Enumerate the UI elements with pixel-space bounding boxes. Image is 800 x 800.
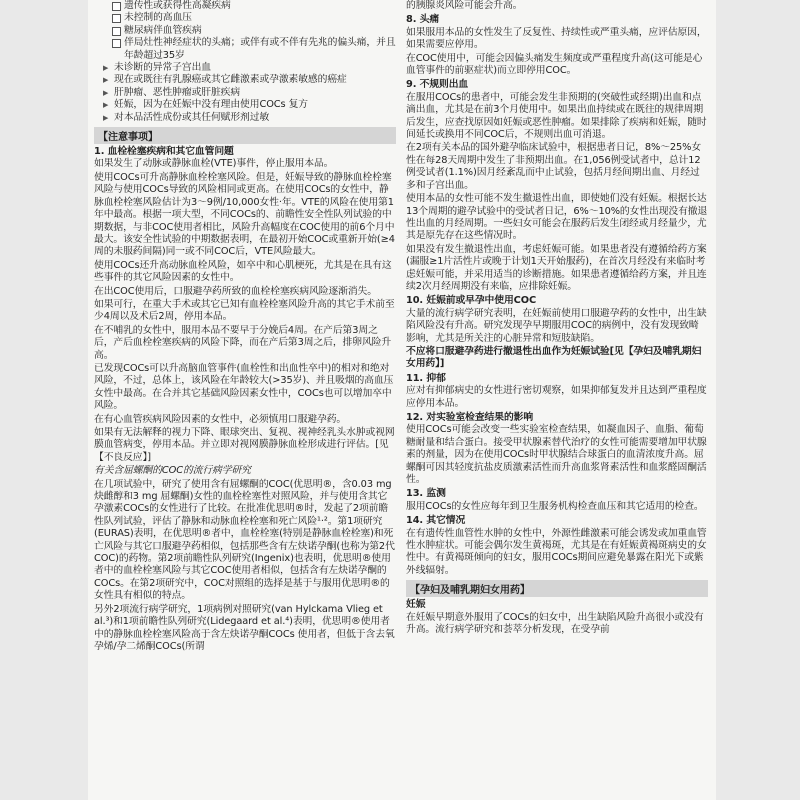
paragraph: 在出COC使用后，口服避孕药所致的血栓栓塞疾病风险逐渐消失。 (94, 285, 377, 297)
contraindication-sublist (94, 0, 396, 62)
paragraph: 已发现COCs可以升高脑血管事件(血栓性和出血性卒中)的相对和绝对风险，不过，总体上，该风险在年龄较大(>35岁)、并且吸烟的高血压女性中最高。在合并其它基础风险因素女性中，COCs也可以增加卒中风险。 (94, 362, 394, 412)
list-item: ▶ 肝肿瘤、恶性肿瘤或肝脏疾病 (104, 87, 396, 99)
paragraph: 使用COCs还升高动脉血栓风险，如卒中和心肌梗死，尤其是在具有这些事件的其它风险因素的女性中。 (94, 259, 392, 284)
paragraph: 不应将口服避孕药进行撤退性出血作为妊娠试验[见【孕妇及哺乳期妇女用药】] (406, 345, 702, 370)
paragraph: 如果没有发生撤退性出血，考虑妊娠可能。如果患者没有遵循给药方案(漏服≥1片活性片或晚于计划1天开始服药)，在首次月经没有来临时考虑妊娠可能，并采用适当的诊断措施。如果患者遵循给药方案，并且连续2次月经周期没有来临，应排除妊娠。 (406, 243, 707, 292)
subsection-heading: 11. 抑郁 (406, 372, 446, 384)
paragraph: 在COC使用中，可能会因偏头痛发生频度或严重程度升高(这可能是心血管事件的前驱症状)而立即停用COC。 (406, 52, 703, 77)
list-item: 糖尿病伴血管疾病 (112, 25, 396, 37)
list-item: 未控制的高血压 (112, 12, 396, 24)
subsection-heading: 14. 其它情况 (406, 515, 466, 527)
paragraph: 在2项有关本品的国外避孕临床试验中，根据患者日记，8%～25%女性在每28天周期中发生了非预期出血。在1,056例受试者中，总计12例受试者(1.1%)因月经紊乱而中止试验，包括月经间期出血、月经过多和子宫出血。 (406, 142, 702, 191)
paragraph: 应对有抑郁病史的女性进行密切观察，如果抑郁复发并且达到严重程度应停用本品。 (406, 385, 707, 409)
subsection-heading: 1. 血栓栓塞疾病和其它血管问题 (94, 146, 234, 158)
paragraph: 大量的流行病学研究表明，在妊娠前使用口服避孕药的女性中，出生缺陷风险没有升高。研究发现孕早期服用COC的病例中，没有发现致畸影响，尤其是所关注的心脏异常和短肢缺陷。 (406, 307, 707, 344)
paragraph: 的胰腺炎风险可能会升高。 (406, 0, 523, 11)
list-item: ▶ 对本品活性成份或其任何赋形剂过敏 (104, 112, 396, 124)
document-page (88, 0, 716, 800)
paragraph: 使用COCs可能会改变一些实验室检查结果，如凝血因子、血脂、葡萄糖耐量和结合蛋白。接受甲状腺素替代治疗的女性可能需要增加甲状腺素的剂量，因为在使用COCs时甲状腺结合球蛋白的血清浓度升高。屈螺酮可因其轻度抗盐皮质激素活性而升高血浆肾素活性和血浆醛固酮活性。 (406, 424, 707, 486)
paragraph: 如果服用本品的女性发生了反复性、持续性或严重头痛，应评估原因，如果需要应停用。 (406, 26, 707, 51)
paragraph: 使用本品的女性可能不发生撤退性出血，即使她们没有妊娠。根据长达13个周期的避孕试验中的受试者日记，6%～10%的女性出现没有撤退性出血的月经周期。一些妇女可能会在服药后发生闭经或月经量少，尤其是原先存在这些情况时。 (406, 193, 708, 242)
paragraph: 在服用COCs的患者中，可能会发生非预期的(突破性或经期)出血和点滴出血，尤其是在前3个月使用中。如果出血持续或在既往的规律周期后发生，应查找原因如妊娠或恶性肿瘤。如果排除了疾病和妊娠，随时间延长或换用不同COC后，不规则出血可消退。 (406, 91, 707, 141)
paragraph: 在妊娠早期意外服用了COCs的妇女中，出生缺陷风险升高很小或没有升高。流行病学研究和荟萃分析发现，在受孕前 (406, 611, 704, 636)
paragraph: 在有心血管疾病风险因素的女性中，必须慎用口服避孕药。 (94, 413, 347, 425)
subsection-heading: 13. 监测 (406, 488, 446, 500)
paragraph: 在几项试验中，研究了使用含有屈螺酮的COC(优思明®，含0.03 mg 炔雌醇和3 mg 屈螺酮)女性的血栓栓塞性对照风险，并与使用含其它孕激素COCs的女性进行了比较。在批准优思明®时，发起了2项前瞻性队列试验，评估了静脉和动脉血栓栓塞和死亡风险¹·²。第1项研究(EURAS)表明，在优思明®者中，血栓栓塞(特别是静脉血栓栓塞)和死亡风险与其它口服避孕药相似，包括那些含有左炔诺孕酮(也称为第2代COC)的药物。第2项前瞻性队列研究(Ingenix)也表明，优思明®使用者中的血栓栓塞风险与其它COC使用者相似，包括含有左炔诺孕酮的COCs。在第2项研究中，COC对照组的选择是基于与服用优思明®的女性具有相似的特点。 (94, 478, 395, 602)
subsection-heading: 8. 头痛 (406, 14, 440, 26)
paragraph: 如果有无法解释的视力下降、眼球突出、复视、视神经乳头水肿或视网膜血管病变，停用本品。并立即对视网膜静脉血栓形成进行评估。[见【不良反应】] (94, 427, 395, 463)
section-title-pregnancy: 【孕妇及哺乳期妇女用药】 (406, 580, 708, 597)
list-item: ▶ 未诊断的异常子宫出血 (104, 62, 396, 74)
paragraph: 在不哺乳的女性中，服用本品不要早于分娩后4周。在产后第3周之后，产后血栓栓塞疾病的风险下降，而在产后第3周之后，排卵风险升高。 (94, 324, 392, 361)
list-item: ▶ 现在或既往有乳腺癌或其它雌激素或孕激素敏感的癌症 (104, 74, 396, 86)
paragraph: 服用COCs的女性应每年到卫生服务机构检查血压和其它适用的检查。 (406, 500, 704, 512)
list-item: 遗传性或获得性高凝疾病 (112, 0, 396, 12)
subsection-heading: 妊娠 (406, 599, 426, 611)
left-column (94, 0, 396, 800)
paragraph: 使用COCs可升高静脉血栓栓塞风险。但是，妊娠导致的静脉血栓栓塞风险与使用COCs导致的风险相同或更高。在使用COCs的女性中，静脉血栓栓塞风险估计为3～9例/10,000女性·年。VTE的风险在使用第1年中最高。根据一项大型，不同COCs的、前瞻性安全性队列试验的中期数据，与非COC使用者相比，风险升高幅度在COC使用的前6个月中最大。该安全性试验的中期数据表明，在最初开始COC或重新开始(≥4周的未服药间隔)同一或不同COC后，VTE风险最大。 (94, 171, 395, 258)
paragraph: 在有遗传性血管性水肿的女性中，外源性雌激素可能会诱发或加重血管性水肿症状。可能会偶尔发生黄褐斑，尤其是在有妊娠黄褐斑病史的女性中。有黄褐斑倾向的妇女，服用COCs期间应避免暴露在阳光下或紫外线辐射。 (406, 527, 707, 576)
list-item: 伴局灶性神经症状的头痛；或伴有或不伴有先兆的偏头痛，并且年龄超过35岁 (112, 37, 396, 62)
subsection-heading: 12. 对实验室检查结果的影响 (406, 412, 534, 423)
right-column (406, 0, 708, 800)
subsection-heading: 9. 不规则出血 (406, 79, 469, 91)
italic-subheading: 有关含屈螺酮的COC的流行病学研究 (94, 465, 251, 477)
contraindication-list (94, 62, 396, 124)
paragraph: 如果发生了动脉或静脉血栓(VTE)事件，停止服用本品。 (94, 158, 334, 170)
paragraph: 另外2项流行病学研究，1项病例对照研究(van Hylckama Vlieg et al.³)和1项前瞻性队列研究(Lidegaard et al.⁴)表明，优思明®使用者中的静脉血栓栓塞风险高于含左炔诺孕酮COCs 使用者，但低于含去氧孕烯/孕二烯酮COCs(所谓 (94, 603, 395, 652)
subsection-heading: 10. 妊娠前或早孕中使用COC (406, 295, 537, 307)
paragraph: 如果可行，在重大手术或其它已知有血栓栓塞风险升高的其它手术前至少4周以及术后2周，停用本品。 (94, 298, 395, 323)
section-title-precautions: 【注意事项】 (94, 127, 396, 144)
list-item: ▶ 妊娠，因为在妊娠中没有理由使用COCs 复方 (104, 99, 396, 111)
